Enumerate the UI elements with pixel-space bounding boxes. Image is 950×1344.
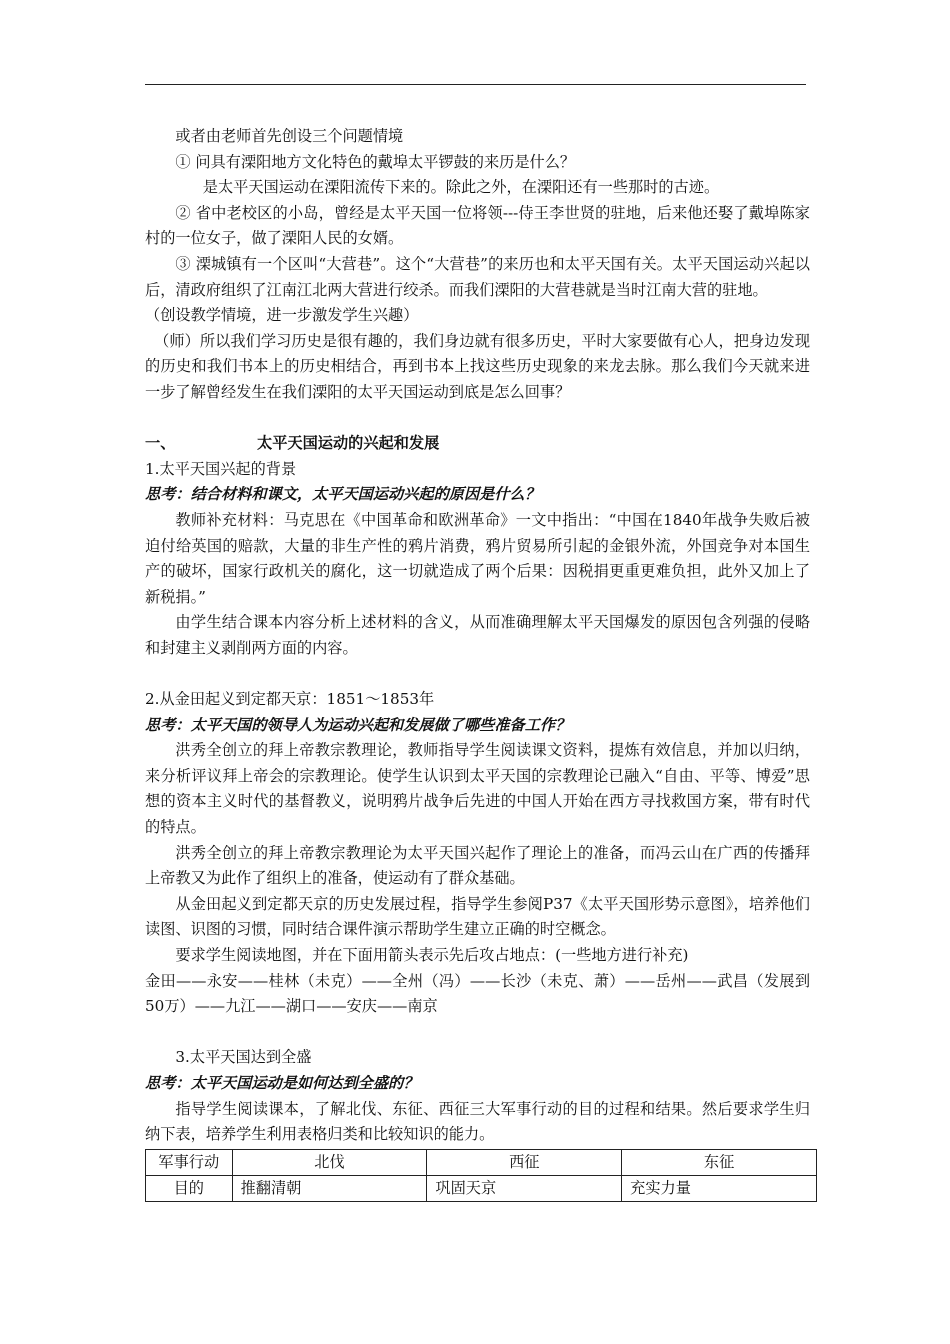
part2-para: 要求学生阅读地图，并在下面用箭头表示先后攻占地点：(一些地方进行补充) — [175, 946, 689, 964]
intro-question-2: ② 省中老校区的小岛，曾经是太平天国一位将领---侍王李世贤的驻地，后来他还娶了戴埠陈家村的一位女子，做了溧阳人民的女婿。 — [145, 203, 810, 248]
part1-material: 教师补充材料：马克思在《中国革命和欧洲革命》一文中指出：“中国在1840年战争失败后被迫付给英国的赔款，大量的非生产性的鸦片消费，鸦片贸易所引起的金银外流，外国竞争对本国生产的破坏，国家行政机关的腐化，这一切就造成了两个后果：因税捐更重更难负担，此外又加上了新税捐。” — [145, 510, 810, 606]
section-heading — [145, 431, 810, 457]
part2-para: 洪秀全创立的拜上帝教宗教理论为太平天国兴起作了理论上的准备，而冯云山在广西的传播拜上帝教又为此作了组织上的准备，使运动有了群众基础。 — [145, 843, 810, 888]
military-table — [145, 1149, 817, 1202]
table-header-cell: 西征 — [427, 1149, 622, 1175]
spacer — [145, 661, 810, 687]
table-cell: 巩固天京 — [427, 1175, 622, 1201]
table-header-row — [146, 1149, 817, 1175]
intro-note: （创设教学情境，进一步激发学生兴趣） — [145, 306, 419, 325]
part1-question: 思考：结合材料和课文，太平天国运动兴起的原因是什么？ — [145, 485, 540, 504]
spacer — [145, 406, 810, 432]
part3-title: 3.太平天国达到全盛 — [175, 1048, 312, 1067]
section-number: 一、 — [145, 434, 176, 453]
intro-question-3: ③ 溧城镇有一个区叫“大营巷”。这个“大营巷”的来历也和太平天国有关。太平天国运动兴起以后，清政府组织了江南江北两大营进行绞杀。而我们溧阳的大营巷就是当时江南大营的驻地。 — [145, 254, 810, 299]
document-body — [145, 124, 810, 1202]
intro-line: 或者由老师首先创设三个问题情境 — [175, 127, 404, 145]
part2-title: 2.从金田起义到定都天京：1851～1853年 — [145, 690, 435, 709]
table-row — [146, 1175, 817, 1201]
intro-question-1: ① 问具有溧阳地方文化特色的戴埠太平锣鼓的来历是什么？ — [175, 152, 576, 171]
table-header-cell: 北伐 — [232, 1149, 427, 1175]
part2-question: 思考：太平天国的领导人为运动兴起和发展做了哪些准备工作？ — [145, 715, 571, 734]
teacher-remark: （师）所以我们学习历史是很有趣的，我们身边就有很多历史，平时大家要做有心人，把身边发现的历史和我们书本上的历史相结合，再到书本上找这些历史现象的来龙去脉。那么我们今天就来进一步了解曾经发生在我们溧阳的太平天国运动到底是怎么回事？ — [145, 331, 810, 401]
table-header-cell: 东征 — [622, 1149, 817, 1175]
part2-para: 从金田起义到定都天京的历史发展过程，指导学生参阅P37《太平天国形势示意图》，培养他们读图、识图的习惯，同时结合课件演示帮助学生建立正确的时空概念。 — [145, 894, 810, 939]
part1-analysis: 由学生结合课本内容分析上述材料的含义，从而准确理解太平天国爆发的原因包含列强的侵略和封建主义剥削两方面的内容。 — [145, 613, 810, 657]
table-cell: 推翻清朝 — [232, 1175, 427, 1201]
table-cell: 目的 — [146, 1175, 233, 1201]
header-rule — [145, 84, 806, 85]
spacer — [145, 1020, 810, 1046]
part3-question: 思考：太平天国运动是如何达到全盛的？ — [145, 1073, 419, 1092]
part1-title: 1.太平天国兴起的背景 — [145, 459, 297, 478]
part2-route: 金田——永安——桂林（未克）——全州（冯）——长沙（未克、萧）——岳州——武昌（发展到50万）——九江——湖口——安庆——南京 — [145, 971, 810, 1016]
table-header-cell: 军事行动 — [146, 1149, 233, 1175]
section-title: 太平天国运动的兴起和发展 — [257, 434, 440, 453]
part2-para: 洪秀全创立的拜上帝教宗教理论，教师指导学生阅读课文资料，提炼有效信息，并加以归纳，来分析评议拜上帝会的宗教理论。使学生认识到太平天国的宗教理论已融入“自由、平等、博爱”思想的资本主义时代的基督教义，说明鸦片战争后先进的中国人开始在西方寻找救国方案，带有时代的特点。 — [145, 741, 810, 837]
table-cell: 充实力量 — [622, 1175, 817, 1201]
part3-para: 指导学生阅读课本，了解北伐、东征、西征三大军事行动的目的过程和结果。然后要求学生归纳下表，培养学生利用表格归类和比较知识的能力。 — [145, 1099, 810, 1144]
intro-answer-1: 是太平天国运动在溧阳流传下来的。除此之外，在溧阳还有一些那时的古迹。 — [202, 178, 720, 197]
